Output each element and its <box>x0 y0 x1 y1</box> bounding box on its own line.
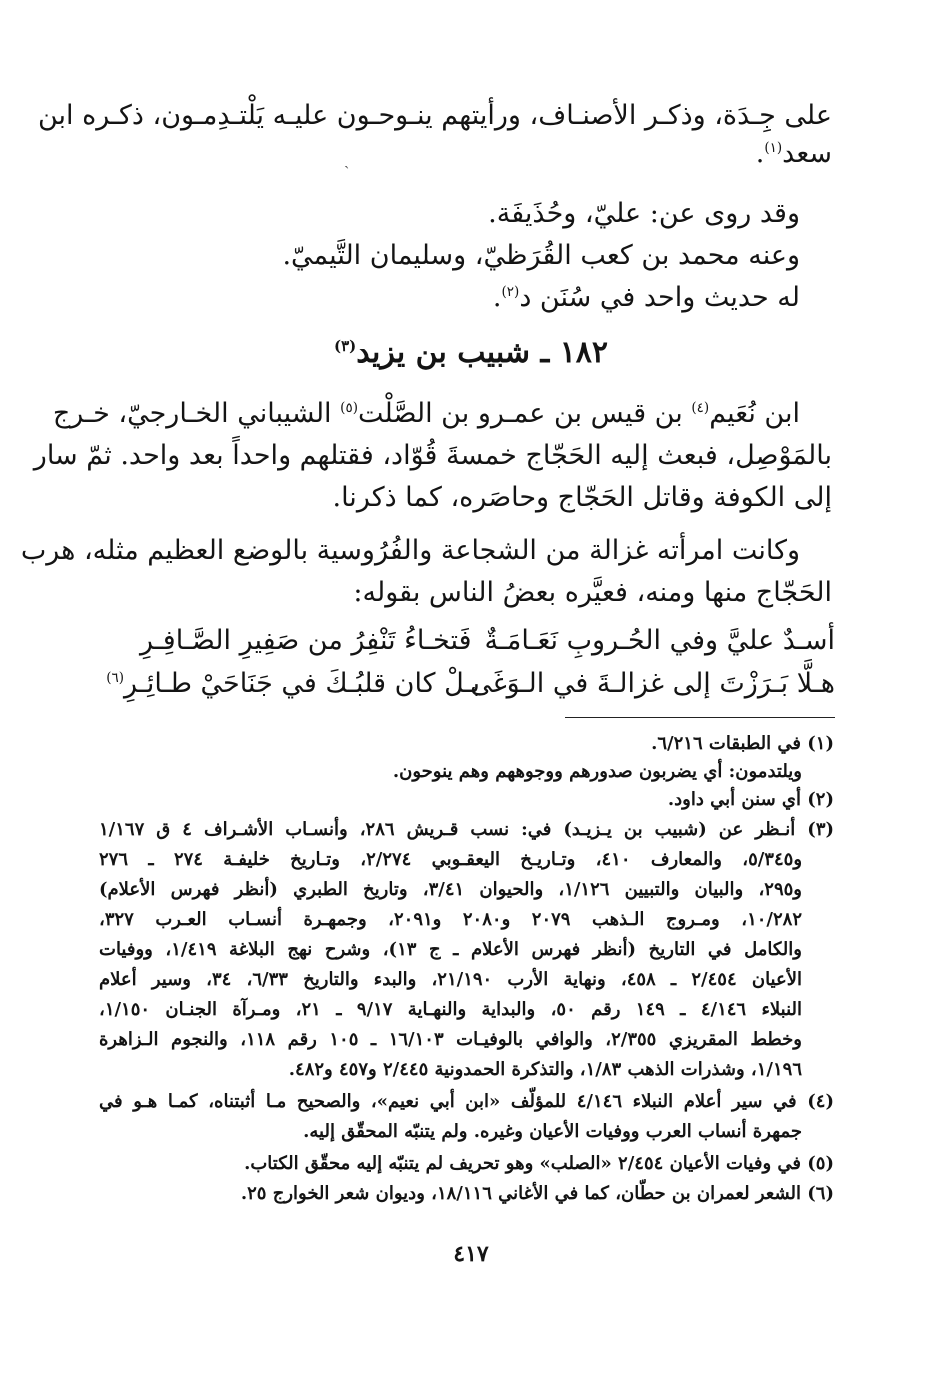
footnote-ref-4: (٤) <box>691 400 710 416</box>
para2-line-2: الحَجّاج منها ومنه، فعيَّره بعضُ الناس بقوله: <box>353 577 832 608</box>
verse-1-second-hemistich: فَتخـاءُ تَنْفِرُ من صَفِيرِ الصَّـافِـرِ <box>140 625 472 656</box>
poem-verse-1 <box>140 625 835 659</box>
verse-2-second-hemistich <box>106 668 480 699</box>
verse-2-first-hemistich: هـلَّا بَـرَزْتَ إلى غزالـةَ في الـوَغَى <box>470 668 835 699</box>
footnote-1-gloss: ويلتدمون: أي يضربون صدورهم ووجوههم وهم ينوحون. <box>392 761 802 782</box>
footnote-4-line-2: جمهرة أنساب العرب ووفيات الأعيان وغيره. ولم يتنبّه المحقّق إليه. <box>303 1121 802 1142</box>
narrators-by: وعنه محمد بن كعب القُرَظيّ، وسليمان التَّيميّ. <box>282 240 800 271</box>
poem-verse-2 <box>106 668 835 702</box>
para2-line-1: وكانت امرأته غزالة من الشجاعة والفُرُوسية بالوضع العظيم مثله، هرب <box>20 535 800 566</box>
footnote-3-line-5: والكامل في التاريخ (أنظر فهرس الأعلام ـ ج ١٣)، وشرح نهج البلاغة ١/٤١٩، ووفيات <box>99 939 802 960</box>
footnote-separator <box>565 717 835 718</box>
footnote-ref-2: (٢) <box>501 284 520 300</box>
footnote-4-line-1: (٤) في سير أعلام النبلاء ٤/١٤٦ للمؤلّف «ابن أبي نعيم»، والصحيح مـا أثبتناه، كمـا هـو في <box>99 1091 834 1112</box>
footnote-ref-3: (٣) <box>333 337 357 355</box>
para1-line-2: بالمَوْصِل، فبعث إليه الحَجّاج خمسةَ قُوّاد، فقتلهم واحداً بعد واحد. ثمّ سار <box>33 440 832 471</box>
footnote-3-line-9: ١/١٩٦، وشذرات الذهب ١/٨٣، والتذكرة الحمدونية ٢/٤٤٥ و٤٥٧ و٤٨٢. <box>288 1059 802 1080</box>
page-number: ٤١٧ <box>453 1241 489 1267</box>
footnote-ref-1: (١) <box>764 140 783 156</box>
footnote-3-line-7: النبلاء ٤/١٤٦ ـ ١٤٩ رقم ٥٠، والبداية والنهـاية ٩/١٧ ـ ٢١، ومـرآة الجنـان ١/١٥٠، <box>99 999 803 1020</box>
narrators-hadith-text: له حديث واحد في سُنَن د <box>519 282 800 313</box>
footnote-ref-6: (٦) <box>106 670 125 686</box>
narrators-hadith-tail: . <box>492 282 502 313</box>
footnote-3-line-4: ١٠/٢٨٢، ومـروج الـذهب ٢٠٧٩ و٢٠٨٠ و٢٠٩١، وجمهـرة أنسـاب العـرب ٣٢٧، <box>99 909 802 930</box>
footnote-3-line-1: (٣) أنـظر عن (شبيب بن يـزيـد) في: نسب قـريش ٢٨٦، وأنسـاب الأشـراف ٤ ق ١/١٦٧ <box>99 819 835 840</box>
intro-line-2 <box>756 140 832 167</box>
verse-1-first-hemistich: أسـدٌ عليَّ وفي الحُـروبِ نَعَـامَـةٌ <box>484 625 835 656</box>
para1-a: ابن نُعَيم <box>709 398 800 429</box>
intro-line-2-tail: . <box>755 138 765 169</box>
footnote-ref-5: (٥) <box>340 400 358 416</box>
footnote-6: (٦) الشعر لعمران بن حطّان، كما في الأغاني ١٨/١١٦، وديوان شعر الخوارج ٢٥. <box>240 1183 834 1204</box>
entry-heading <box>0 335 942 370</box>
footnote-1: (١) في الطبقات ٦/٢١٦. <box>651 733 834 754</box>
intro-line-1: على جِـدَة، وذكـر الأصنـاف، ورأيتهم ينـوحـون عليـه يَلْتـدِمـون، ذكـره ابن <box>37 100 832 131</box>
stray-mark: ˏ <box>344 150 350 169</box>
footnote-3-line-8: وخطط المقريزي ٢/٣٥٥، والوافي بالوفيـات ١٦/١٠٣ ـ ١٠٥ رقم ١١٨، والنجوم الـزاهرة <box>99 1029 803 1050</box>
entry-heading-text: ١٨٢ ـ شبيب بن يزيد <box>356 335 609 370</box>
para1-b: بن قيس بن عمـرو بن الصَّلْت <box>358 398 683 429</box>
verse-2-second-text: بـلْ كان قلبُـكَ في جَنَاحَيْ طـائِـرِ <box>124 668 480 699</box>
intro-line-2-text: سعد <box>782 138 832 169</box>
para1-line-3: إلى الكوفة وقاتل الحَجّاج وحاصَره، كما ذكرنا. <box>332 482 832 513</box>
narrators-from: وقد روى عن: عليّ، وحُذَيفَة. <box>488 198 800 229</box>
footnote-3-line-3: و٢٩٥، والبيان والتبيين ١/١٢٦، والحيوان ٣/٤١، وتاريخ الطبري (أنظر فهرس الأعلام) <box>99 879 802 900</box>
narrators-hadith <box>493 284 800 311</box>
footnote-3-line-2: و٥/٣٤٥، والمعارف ٤١٠، وتـاريـخ اليعقـوبي ٢/٢٧٤، وتـاريخ خليفـة ٢٧٤ ـ ٢٧٦ <box>99 849 803 870</box>
footnote-5: (٥) في وفيات الأعيان ٢/٤٥٤ «الصلب» وهو تحريف لم يتنبّه إليه محقّق الكتاب. <box>244 1153 834 1174</box>
para1-line-1 <box>52 398 800 429</box>
para1-c: الشيباني الخـارجيّ، خـرج <box>52 398 332 429</box>
footnote-2: (٢) أي سنن أبي داود. <box>667 789 834 810</box>
footnote-3-line-6: الأعيان ٢/٤٥٤ ـ ٤٥٨، ونهاية الأرب ٢١/١٩٠، والبدء والتاريخ ٦/٣٣، ٣٤، وسير أعلام <box>99 969 802 990</box>
